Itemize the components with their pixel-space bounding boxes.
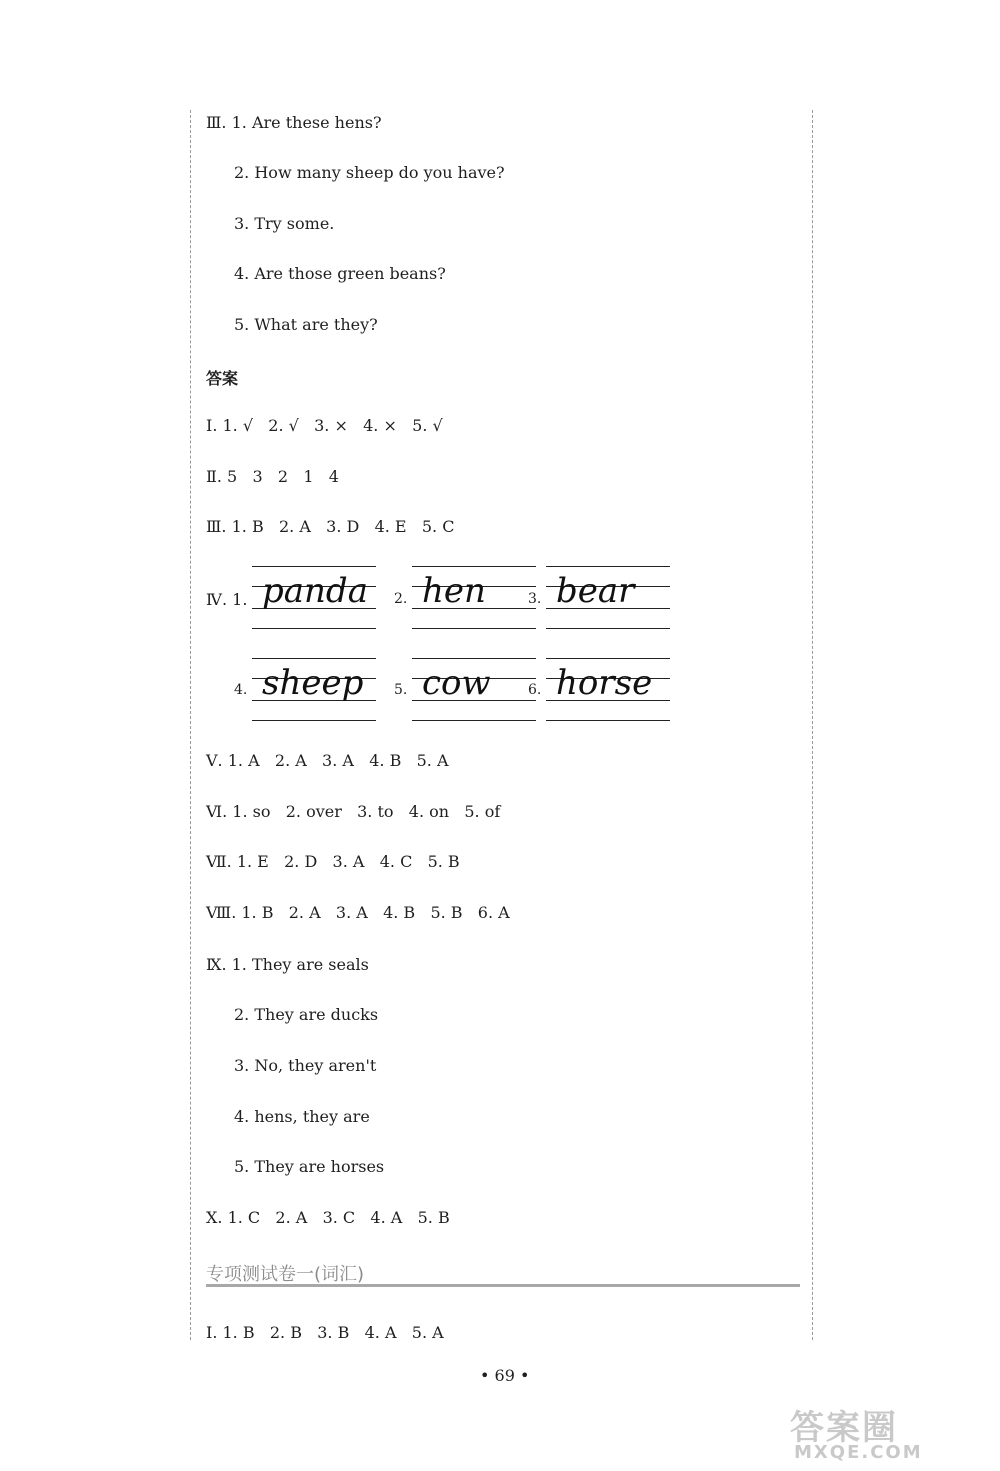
question-line: 4. Are those green beans? <box>234 264 446 283</box>
part4-prefix: Ⅳ. 1. <box>206 590 248 609</box>
question-line: 2. How many sheep do you have? <box>234 163 505 182</box>
handwriting-answer-1 <box>252 566 376 630</box>
handwriting-answer-4 <box>252 658 376 722</box>
item-number: 2. <box>394 591 408 607</box>
right-dashed-rule <box>812 110 813 1340</box>
left-dashed-rule <box>190 110 191 1340</box>
answer-line: Ⅶ. 1. E 2. D 3. A 4. C 5. B <box>206 852 460 871</box>
handwriting-answer-3 <box>546 566 670 630</box>
answer-line: Ⅷ. 1. B 2. A 3. A 4. B 5. B 6. A <box>206 903 510 922</box>
watermark-url: MXQE.COM <box>794 1442 923 1463</box>
question-line: 5. What are they? <box>234 315 378 334</box>
page-number: • 69 • <box>480 1366 530 1385</box>
answer-line: Ⅱ. 5 3 2 1 4 <box>206 467 339 486</box>
question-line: 3. Try some. <box>234 214 335 233</box>
handwriting-answer-6 <box>546 658 670 722</box>
answer-line: 4. hens, they are <box>234 1107 370 1126</box>
handwritten-word: sheep <box>262 663 364 703</box>
handwriting-answer-5 <box>412 658 536 722</box>
answer-line: 3. No, they aren't <box>234 1056 377 1075</box>
answer-line: 2. They are ducks <box>234 1005 379 1024</box>
handwritten-word: hen <box>422 571 486 611</box>
handwritten-word: panda <box>262 571 368 611</box>
handwritten-word: horse <box>556 663 653 703</box>
handwritten-word: bear <box>556 571 635 611</box>
answer-line: Ⅴ. 1. A 2. A 3. A 4. B 5. A <box>206 751 449 770</box>
answer-line: 5. They are horses <box>234 1157 385 1176</box>
watermark-text: 答案圈 <box>790 1408 898 1448</box>
section-title: 专项测试卷一(词汇) <box>206 1264 365 1285</box>
item-number: 4. <box>234 682 248 698</box>
answers-heading: 答案 <box>206 369 239 388</box>
answer-line: Ⅵ. 1. so 2. over 3. to 4. on 5. of <box>206 802 501 821</box>
watermark-logo <box>780 1400 990 1466</box>
answer-line: Ⅰ. 1. √ 2. √ 3. × 4. × 5. √ <box>206 416 443 435</box>
section-divider <box>206 1284 800 1287</box>
answer-line: Ⅲ. 1. B 2. A 3. D 4. E 5. C <box>206 517 455 536</box>
item-number: 6. <box>528 682 542 698</box>
item-number: 5. <box>394 682 408 698</box>
item-number: 3. <box>528 591 542 607</box>
handwriting-answer-2 <box>412 566 536 630</box>
answer-line: Ⅸ. 1. They are seals <box>206 955 369 974</box>
answer-line: Ⅹ. 1. C 2. A 3. C 4. A 5. B <box>206 1208 450 1227</box>
handwritten-word: cow <box>422 663 491 703</box>
answer-line: Ⅰ. 1. B 2. B 3. B 4. A 5. A <box>206 1323 444 1342</box>
question-line: Ⅲ. 1. Are these hens? <box>206 113 382 132</box>
